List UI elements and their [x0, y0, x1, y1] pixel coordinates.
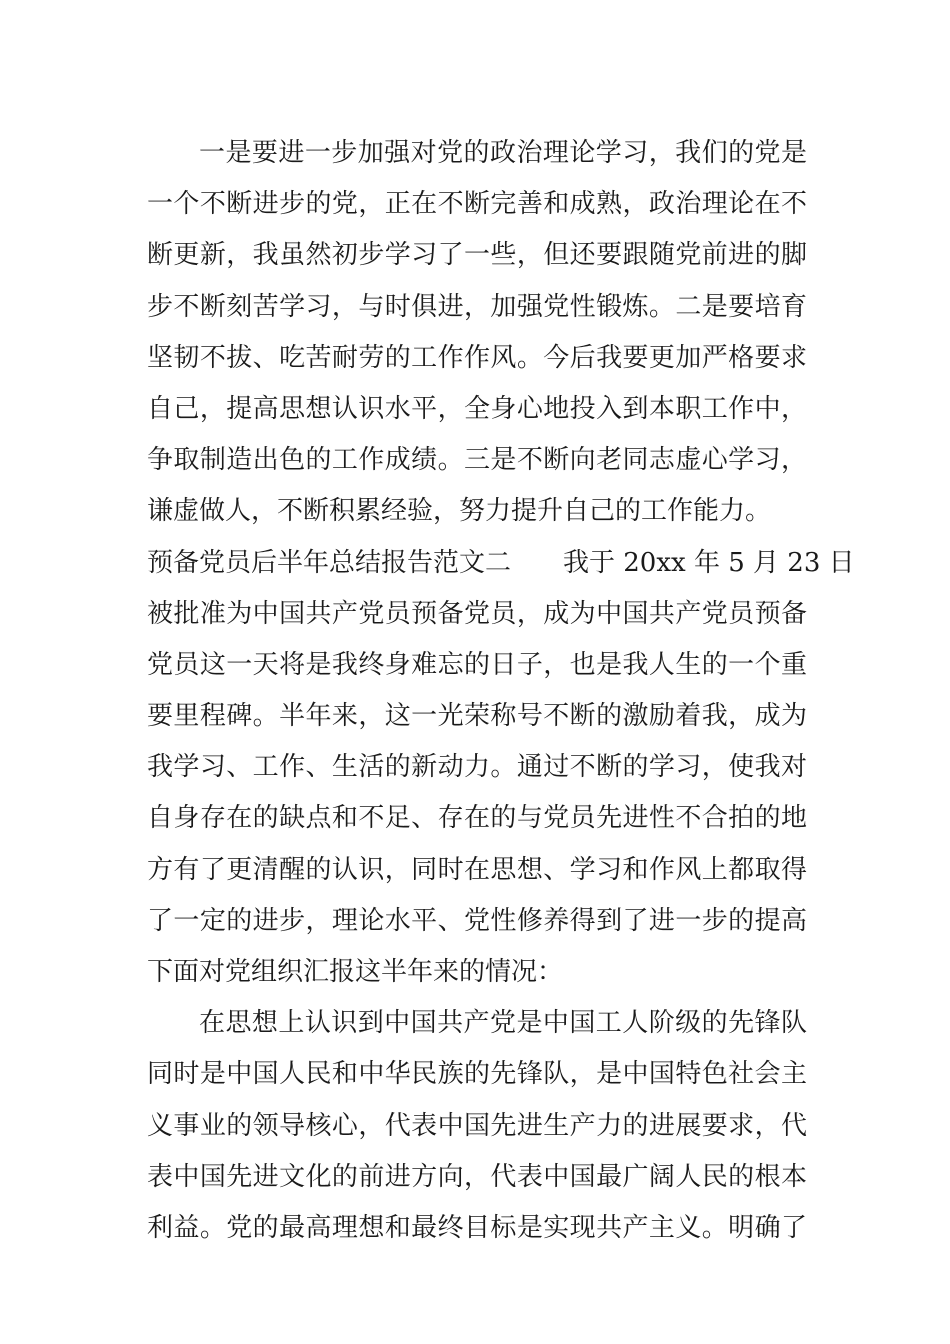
text-line: 党员这一天将是我终身难忘的日子，也是我人生的一个重 [147, 649, 807, 680]
text-line: 谦虚做人，不断积累经验，努力提升自己的工作能力。 [147, 496, 772, 527]
text-line: 断更新，我虽然初步学习了一些，但还要跟随党前进的脚 [147, 240, 807, 271]
text-line: 表中国先进文化的前进方向，代表中国最广阔人民的根本 [147, 1161, 807, 1192]
text-line: 一个不断进步的党，正在不断完善和成熟，政治理论在不 [147, 189, 807, 220]
text-line: 要里程碑。半年来，这一光荣称号不断的激励着我，成为 [147, 701, 807, 732]
text-line: 下面对党组织汇报这半年来的情况： [147, 957, 564, 987]
text-line: 利益。党的最高理想和最终目标是实现共产主义。明确了 [147, 1212, 807, 1243]
text-line: 被批准为中国共产党员预备党员，成为中国共产党员预备 [147, 598, 807, 629]
text-line: 在思想上认识到中国共产党是中国工人阶级的先锋队 [199, 1008, 807, 1039]
text-line: 方有了更清醒的认识，同时在思想、学习和作风上都取得 [147, 854, 807, 885]
document-body [147, 128, 855, 1254]
text-line: 了一定的进步，理论水平、党性修养得到了进一步的提高 [147, 905, 807, 936]
section-heading-line: 预备党员后半年总结报告范文二 我于 20xx 年 5 月 23 日 [147, 547, 855, 578]
text-line: 我学习、工作、生活的新动力。通过不断的学习，使我对 [147, 752, 807, 783]
text-line: 一是要进一步加强对党的政治理论学习，我们的党是 [199, 138, 807, 168]
text-line: 自身存在的缺点和不足、存在的与党员先进性不合拍的地 [147, 803, 807, 834]
text-line: 自己，提高思想认识水平，全身心地投入到本职工作中， [147, 393, 807, 424]
text-line: 义事业的领导核心，代表中国先进生产力的进展要求，代 [147, 1110, 807, 1141]
text-line: 争取制造出色的工作成绩。三是不断向老同志虚心学习， [147, 445, 807, 476]
text-line: 步不断刻苦学习，与时俱进，加强党性锻炼。二是要培育 [147, 291, 807, 322]
text-line: 同时是中国人民和中华民族的先锋队，是中国特色社会主 [147, 1059, 807, 1090]
text-line: 坚韧不拔、吃苦耐劳的工作作风。今后我要更加严格要求 [147, 342, 807, 373]
